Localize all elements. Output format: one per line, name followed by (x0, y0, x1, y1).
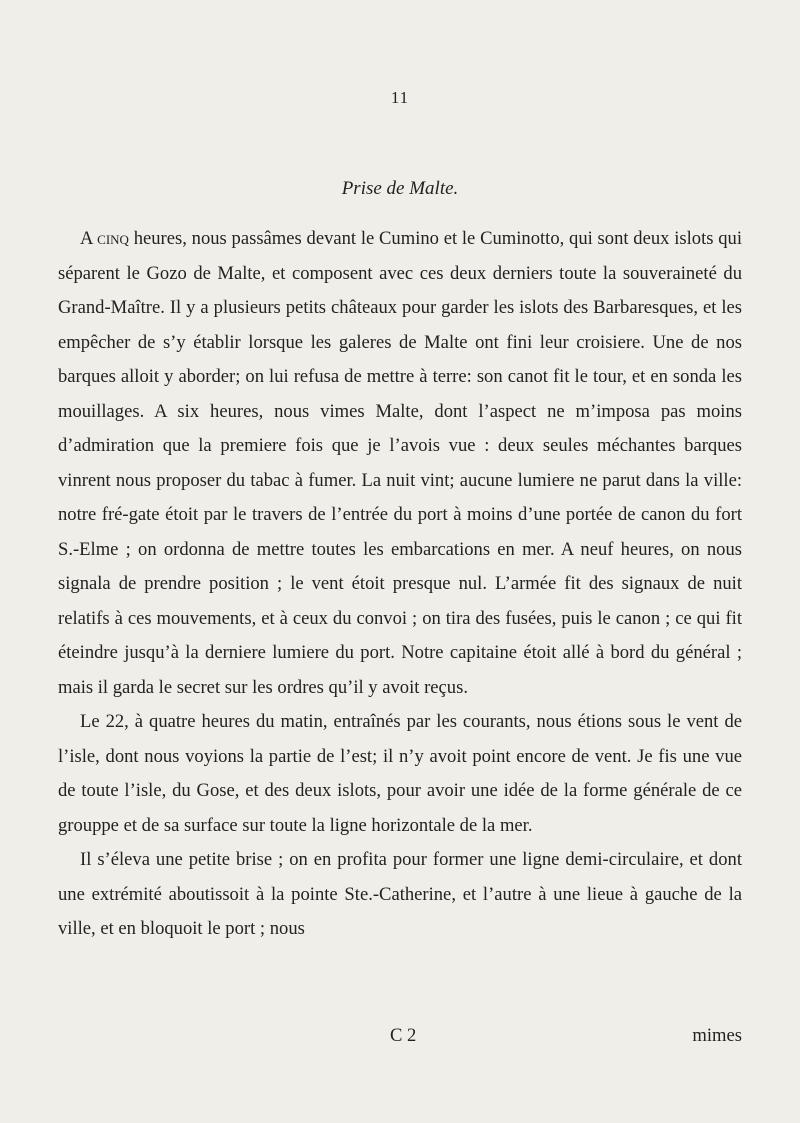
paragraph-1 (58, 222, 742, 705)
signature-mark: C 2 (390, 1025, 417, 1046)
running-title: Prise de Malte. (341, 178, 459, 199)
paragraph-3 (58, 843, 742, 947)
paragraph-1-text: heures, nous passâmes devant le Cumino et le Cuminotto, qui sont deux islots qui séparent le Gozo de Malte, et composent avec ces deux derniers toute la souveraineté du Grand-Maître. Il y a plusieurs petits châteaux pour garder les islots des Barbaresques, et les empêcher de s’y établir lorsque les galeres de Malte ont fini leur croisiere. Une de nos barques alloit y aborder; on lui refusa de mettre à terre: son canot fit le tour, et en sonda les mouillages. A six heures, nous vimes Malte, dont l’aspect ne m’imposa pas moins d’admiration que la premiere fois que je l’avois vue : deux seules méchantes barques vinrent nous proposer du tabac à fumer. La nuit vint; aucune lumiere ne parut dans la ville: notre fré-gate étoit par le travers de l’entrée du port à moins d’une portée de canon du fort S.-Elme ; on ordonna de mettre toutes les embarcations en mer. A neuf heures, on nous signala de prendre position ; le vent étoit presque nul. L’armée fit des signaux de nuit relatifs à ces mouvements, et à ceux du convoi ; on tira des fusées, puis le canon ; ce qui fit éteindre jusqu’à la derniere lumiere du port. Notre capitaine étoit allé à bord du général ; mais il garda le secret sur les ordres qu’il y avoit reçus. (58, 228, 742, 698)
paragraph-2-text: Le 22, à quatre heures du matin, entraînés par les courants, nous étions sous le vent de l’isle, dont nous voyions la partie de l’est; il n’y avoit point encore de vent. Je fis une vue de toute l’isle, du Gose, et des deux islots, pour avoir une idée de la forme générale de ce grouppe et de sa surface sur toute la ligne horizontale de la mer. (58, 711, 742, 836)
page-footer (58, 1025, 742, 1059)
paragraph-2 (58, 705, 742, 843)
page-number: 11 (390, 88, 410, 107)
catchword: mimes (692, 1025, 742, 1046)
paragraph-3-text: Il s’éleva une petite brise ; on en profita pour former une ligne demi-circulaire, et dont une extrémité aboutissoit à la pointe Ste.-Catherine, et l’autre à une lieue à gauche de la ville, et en bloquoit le port ; nous (58, 849, 742, 939)
paragraph-1-lead: A cinq (80, 228, 129, 249)
body-text (58, 222, 742, 947)
